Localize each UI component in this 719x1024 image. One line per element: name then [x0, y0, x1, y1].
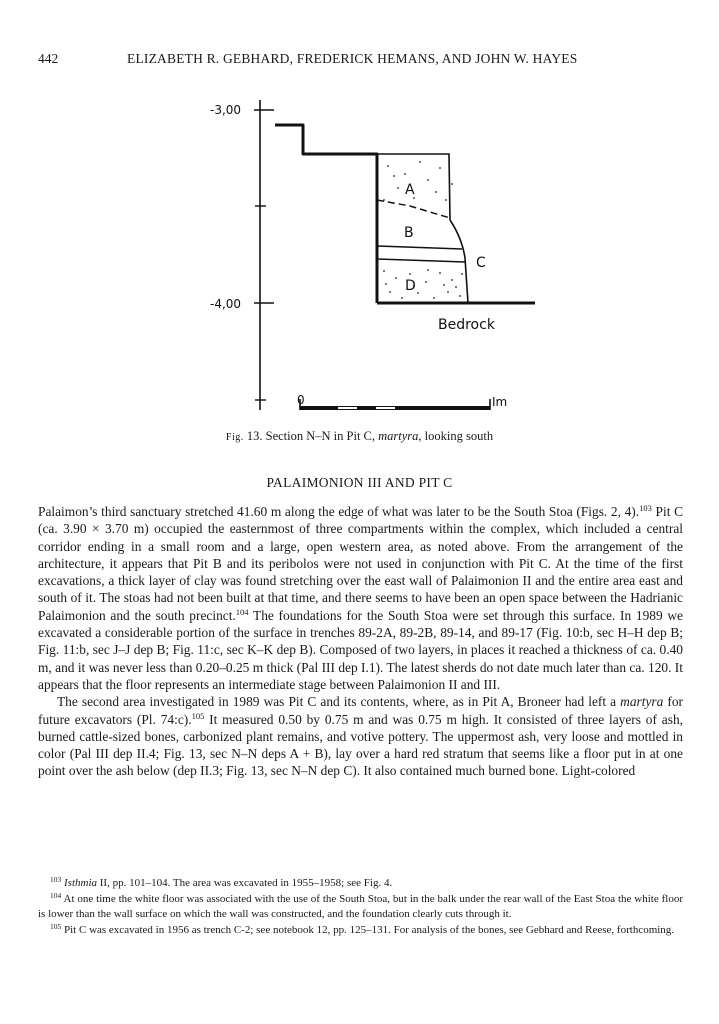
p2-text-1: The second area investigated in 1989 was Pit C and its contents, where, as in Pit A, Broneer had left a — [57, 694, 621, 710]
elevation-label-top: -3,00 — [210, 103, 242, 117]
footnote-105 — [38, 923, 683, 938]
caption-suffix: , looking south — [418, 429, 494, 443]
paragraph-1 — [38, 503, 683, 693]
footnote-number: 103 — [50, 875, 62, 884]
layer-a-stipple — [383, 161, 453, 201]
elevation-label-bottom: -4,00 — [210, 297, 242, 311]
footnote-ref-105: 105 — [191, 710, 205, 721]
ground-surface-line — [275, 125, 377, 156]
layer-d-stipple — [383, 269, 463, 299]
footnote-ref-104: 104 — [235, 606, 249, 617]
p2-text-3: It measured 0.50 by 0.75 m and was 0.75 m high. It consisted of three layers of ash, burned cattle-sized bones, carbonized plant remains, and votive pottery. The uppermost ash, very loose and mottled in color (Pal III dep II.4; Fig. 13, sec N–N deps A + B), lay over a hard red stratum that seems like a floor put in at one point over the ash below (dep II.3; Fig. 13, sec N–N dep C). It also contained much burned bone. Light-colored — [38, 711, 683, 779]
caption-fig-prefix: Fig. — [225, 432, 244, 443]
footnotes — [38, 876, 683, 939]
boundary-a-b — [377, 200, 450, 218]
p1-text-3: The foundations for the South Stoa were set through this surface. In 1989 we excavated a considerable portion of the surface in trenches 89-2A, 89-2B, 89-14, and 89-17 (Fig. 10:b, sec H–H dep B; Fig. 11:b, sec J–J dep B; Fig. 11:c, sec K–K dep B). Composed of two layers, in places it reached a thickness of ca. 0.40 m, and it was never less than 0.20–0.25 m thick (Pal III dep I.1). The latest sherds do not date much later than ca. 120. It appears that the floor represents an intermediate stage between Palaimonion II and III. — [38, 607, 683, 692]
footnote-number: 104 — [50, 891, 62, 900]
section-heading: PALAIMONION III AND PIT C — [266, 475, 453, 490]
boundary-b-c-top — [377, 246, 462, 249]
layer-label-a: A — [405, 182, 415, 198]
footnote-ref-103: 103 — [639, 503, 652, 513]
page-number: 442 — [38, 51, 59, 66]
running-head — [0, 51, 719, 71]
boundary-c-d — [377, 259, 465, 262]
scale-label-end: Im — [492, 395, 508, 409]
p1-text-1: Palaimon’s third sanctuary stretched 41.60 m along the edge of what was later to be the South Stoa (Figs. 2, 4). — [38, 504, 640, 519]
footnote-104 — [38, 892, 683, 922]
footnote-103 — [38, 876, 683, 891]
footnote-text: Pit C was excavated in 1956 as trench C-2; see notebook 12, pp. 125–131. For analysis of the bones, see Gebhard and Reese, forthcoming. — [61, 924, 675, 936]
footnote-text: II, pp. 101–104. The area was excavated in 1955–1958; see Fig. 4. — [97, 877, 393, 889]
figure-caption — [0, 429, 719, 444]
p2-italic: martyra — [620, 694, 664, 710]
p2-text-2: for future excavators (Pl. 74:c). — [38, 694, 684, 727]
bedrock-label: Bedrock — [438, 317, 495, 333]
footnote-number: 105 — [50, 922, 62, 931]
paragraph-2 — [38, 693, 683, 779]
p1-text-2: Pit C (ca. 3.90 × 3.70 m) occupied the easternmost of three compartments within the complex, which included a central corridor ending in a small room and a large, open western area, as noted above. From the arrangement of the architecture, it appears that Pit B and its peribolos were not used in conjunction with Pit C. At the time of the first excavations, a thick layer of clay was found stretching over the east wall of Palaimonion II and the entire area east and south of it. The stoas had not been built at that time, and there seems to have been an open space between the Hadrianic Palaimonion and the south precinct. — [38, 504, 683, 623]
running-head-authors: ELIZABETH R. GEBHARD, FREDERICK HEMANS, AND JOHN W. HAYES — [127, 51, 578, 66]
scale-bar-segment-2 — [376, 407, 395, 409]
footnote-text: At one time the white floor was associated with the use of the South Stoa, but in the balk under the rear wall of the East Stoa the white floor is lower than the wall surface on which the wall was constructed, and the foundation clearly cuts through it. — [38, 893, 683, 920]
body-text — [38, 503, 683, 780]
caption-italic: martyra — [378, 429, 419, 443]
layer-label-b: B — [404, 225, 414, 241]
caption-text: 13. Section N–N in Pit C, — [243, 429, 379, 443]
layer-label-d: D — [405, 278, 416, 294]
layer-label-c: C — [476, 255, 486, 271]
scale-label-start: 0 — [297, 393, 305, 407]
scale-bar-segment-1 — [338, 407, 357, 409]
footnote-italic: Isthmia — [64, 877, 97, 889]
section-drawing-svg — [200, 88, 560, 423]
figure-section-drawing — [200, 88, 560, 423]
